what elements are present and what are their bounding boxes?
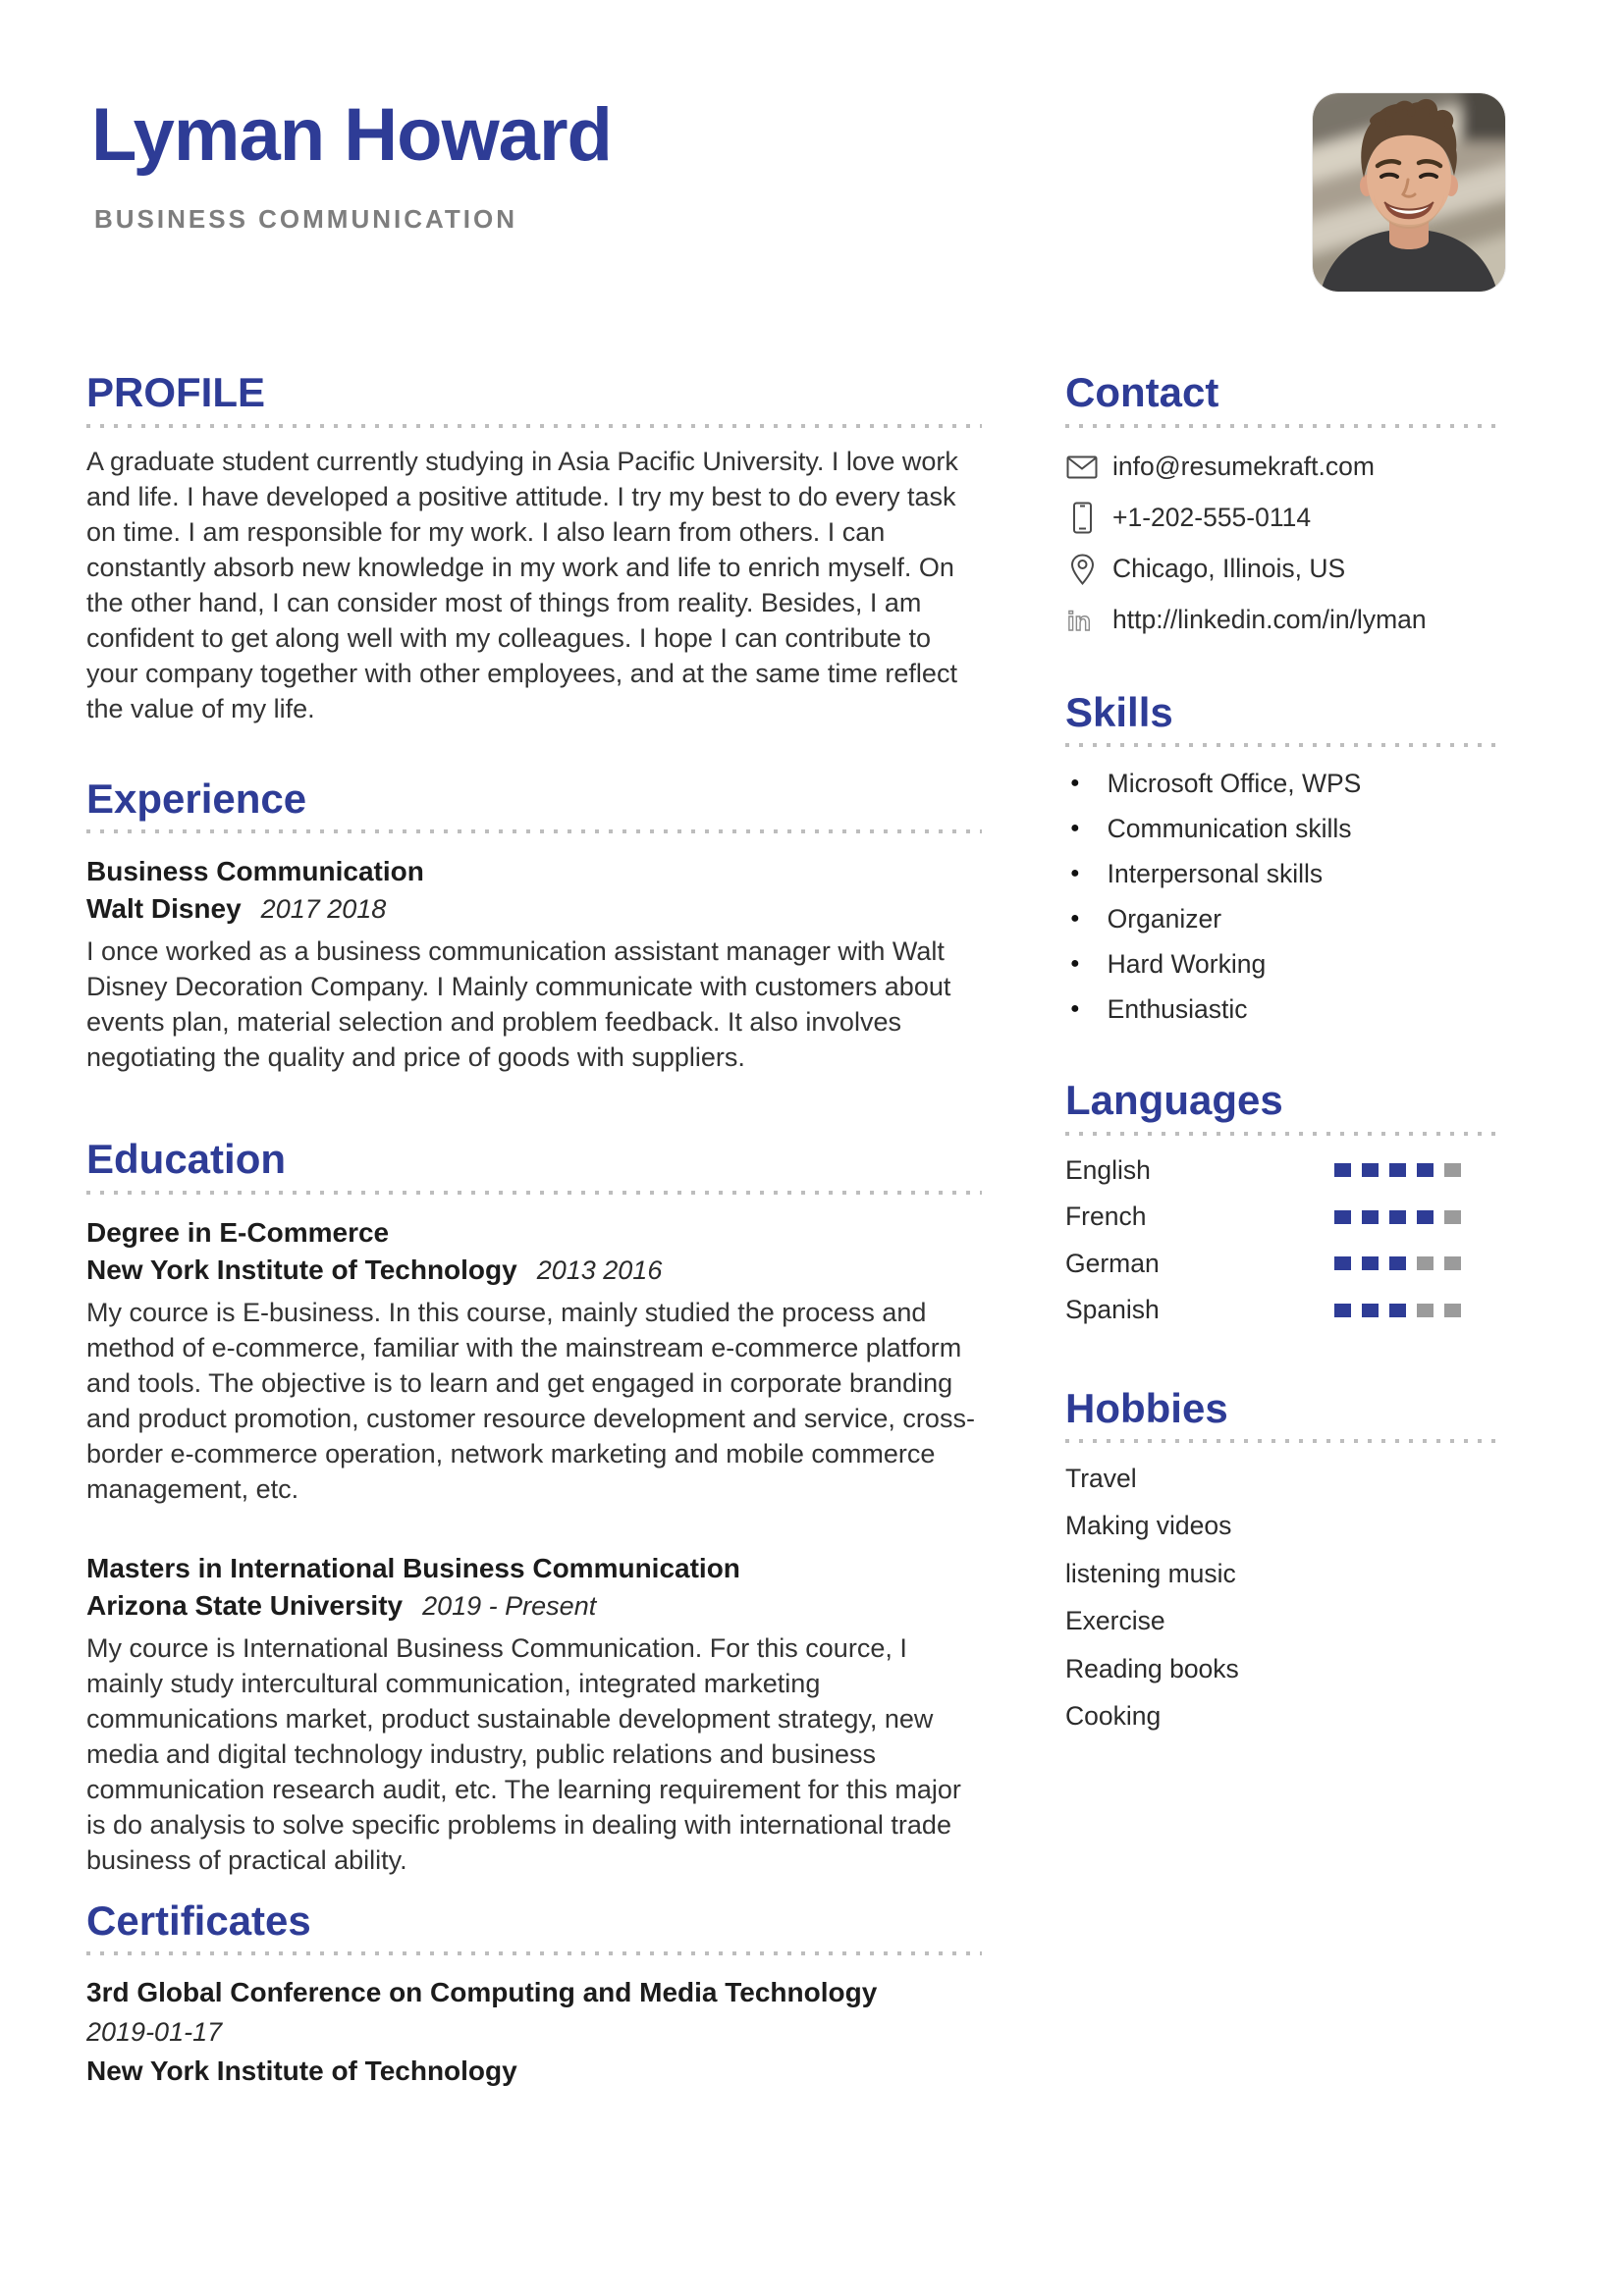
profile-section (86, 371, 982, 726)
hobby-item: Cooking (1065, 1701, 1162, 1732)
portrait-illustration (1313, 93, 1505, 292)
skill-item: ● Organizer (1065, 896, 1504, 941)
language-level-square (1417, 1163, 1434, 1177)
contact-section (1065, 371, 1504, 646)
certificates-heading: Certificates (86, 1896, 311, 1944)
language-row (1065, 1194, 1504, 1241)
language-name: German (1065, 1248, 1160, 1278)
language-row (1065, 1287, 1504, 1334)
education-item (86, 1550, 982, 1878)
language-level-meter (1334, 1163, 1461, 1177)
experience-item (86, 853, 982, 1075)
languages-section (1065, 1079, 1504, 1334)
certificate-date: 2019-01-17 (86, 2017, 223, 2048)
dotted-divider (1065, 424, 1504, 428)
language-level-square (1389, 1256, 1406, 1270)
contact-heading: Contact (1065, 369, 1219, 415)
language-level-meter (1334, 1256, 1461, 1270)
school-name: Arizona State University (86, 1589, 404, 1621)
certificate-issuer: New York Institute of Technology (86, 2056, 517, 2087)
main-column (86, 371, 982, 2091)
linkedin-icon (1065, 606, 1099, 635)
language-level-square (1362, 1210, 1379, 1224)
language-level-square (1334, 1163, 1351, 1177)
dotted-divider (1065, 1132, 1504, 1136)
dotted-divider (86, 829, 982, 833)
language-name: Spanish (1065, 1295, 1160, 1325)
skill-item: ● Communication skills (1065, 806, 1504, 851)
hobby-item: Exercise (1065, 1606, 1165, 1636)
language-row (1065, 1241, 1504, 1288)
degree-title: Masters in International Business Communication (86, 1552, 740, 1583)
hobbies-list (1065, 1455, 1504, 1740)
job-title: Business Communication (86, 856, 424, 887)
school-name: New York Institute of Technology (86, 1254, 517, 1285)
language-level-square (1362, 1256, 1379, 1270)
education-section (86, 1138, 982, 1878)
profile-heading: PROFILE (86, 369, 266, 415)
languages-heading: Languages (1065, 1077, 1283, 1124)
email-value: info@resumekraft.com (1112, 452, 1375, 482)
hobby-item: listening music (1065, 1558, 1236, 1588)
contact-row-linkedin (1065, 595, 1504, 646)
experience-section (86, 774, 982, 1076)
dotted-divider (86, 1951, 982, 1955)
skills-heading: Skills (1065, 688, 1173, 735)
education-description: My cource is E-business. In this course, mainly studied the process and method of e-commerce, familiar with the mainstream e-commerce platform and tools. The objective is to learn and get engaged in corporate branding and product promotion, customer resource development and service, cross-border e-commerce operation, network marketing and mobile commerce management, etc. (86, 1297, 975, 1504)
profile-photo (1313, 93, 1505, 292)
school-line (86, 1587, 982, 1625)
company-name: Walt Disney (86, 893, 242, 925)
language-level-square (1334, 1256, 1351, 1270)
email-icon (1065, 454, 1099, 480)
hobbies-section (1065, 1384, 1504, 1741)
dotted-divider (86, 424, 982, 428)
language-level-square (1334, 1304, 1351, 1317)
linkedin-value: http://linkedin.com/in/lyman (1112, 605, 1427, 635)
job-description: I once worked as a business communication assistant manager with Walt Disney Decoration Company. I Mainly communicate with customers about events plan, material selection and problem feedback. It also involves negotiating the quality and price of goods with suppliers. (86, 936, 951, 1073)
svg-text:in: in (1067, 606, 1091, 635)
education-heading: Education (86, 1136, 287, 1183)
skill-item: ● Enthusiastic (1065, 987, 1504, 1032)
hobby-item: Travel (1065, 1463, 1137, 1493)
sidebar-column (1065, 371, 1504, 1740)
languages-list (1065, 1148, 1504, 1334)
job-dates: 2017 2018 (260, 894, 387, 925)
language-level-square (1417, 1304, 1434, 1317)
person-job-title: BUSINESS COMMUNICATION (94, 204, 517, 234)
language-level-square (1362, 1163, 1379, 1177)
phone-icon (1065, 502, 1099, 534)
language-level-square (1389, 1304, 1406, 1317)
language-level-square (1417, 1256, 1434, 1270)
contact-row-location (1065, 544, 1504, 595)
education-dates: 2013 2016 (536, 1255, 663, 1285)
skills-list (1065, 761, 1504, 1032)
language-level-square (1444, 1163, 1461, 1177)
dotted-divider (1065, 1439, 1504, 1443)
job-company-line (86, 890, 982, 928)
language-name: French (1065, 1201, 1147, 1232)
hobby-item: Making videos (1065, 1511, 1232, 1541)
language-level-square (1444, 1304, 1461, 1317)
language-level-meter (1334, 1210, 1461, 1224)
language-level-square (1389, 1210, 1406, 1224)
language-level-square (1417, 1210, 1434, 1224)
experience-heading: Experience (86, 774, 307, 822)
dotted-divider (86, 1191, 982, 1195)
location-value: Chicago, Illinois, US (1112, 554, 1346, 584)
contact-row-email (1065, 442, 1504, 493)
language-row (1065, 1148, 1504, 1195)
language-level-square (1444, 1210, 1461, 1224)
education-description: My cource is International Business Communication. For this cource, I mainly study intercultural communication, integrated marketing communications market, product sustainable development strategy, new media and digital technology industry, public relations and business communication research audit, etc. The learning requirement for this major is do analysis to solve specific problems in dealing with international trade business of practical ability. (86, 1632, 961, 1875)
dotted-divider (1065, 743, 1504, 747)
phone-value: +1-202-555-0114 (1112, 503, 1312, 533)
hobby-item: Reading books (1065, 1653, 1239, 1683)
contact-row-phone (1065, 493, 1504, 544)
language-level-square (1389, 1163, 1406, 1177)
hobbies-heading: Hobbies (1065, 1384, 1228, 1431)
language-name: English (1065, 1154, 1151, 1185)
skills-section (1065, 688, 1504, 1033)
certificate-item (86, 1973, 982, 2091)
language-level-square (1444, 1256, 1461, 1270)
location-icon (1065, 554, 1099, 585)
profile-text: A graduate student currently studying in Asia Pacific University. I love work and life. I have developed a positive attitude. I try my best to do every task on time. I am responsible for my work. I also learn from others. I can constantly absorb new knowledge in my work and life to enrich myself. On the other hand, I can consider most of things from reality. Besides, I am confident to get along well with my colleagues. I hope I can contribute to your company together with other employees, and at the same time reflect the value of my life. (86, 446, 958, 723)
certificate-title: 3rd Global Conference on Computing and Media Technology (86, 1977, 878, 2008)
language-level-square (1362, 1304, 1379, 1317)
skill-item: ● Microsoft Office, WPS (1065, 761, 1504, 806)
certificates-section (86, 1896, 982, 2092)
education-item (86, 1214, 982, 1507)
school-line (86, 1252, 982, 1289)
skill-item: ● Hard Working (1065, 941, 1504, 987)
person-name: Lyman Howard (91, 93, 612, 177)
contact-list (1065, 442, 1504, 646)
skill-item: ● Interpersonal skills (1065, 851, 1504, 896)
language-level-meter (1334, 1304, 1461, 1317)
language-level-square (1334, 1210, 1351, 1224)
education-dates: 2019 - Present (422, 1590, 597, 1621)
degree-title: Degree in E-Commerce (86, 1216, 390, 1248)
